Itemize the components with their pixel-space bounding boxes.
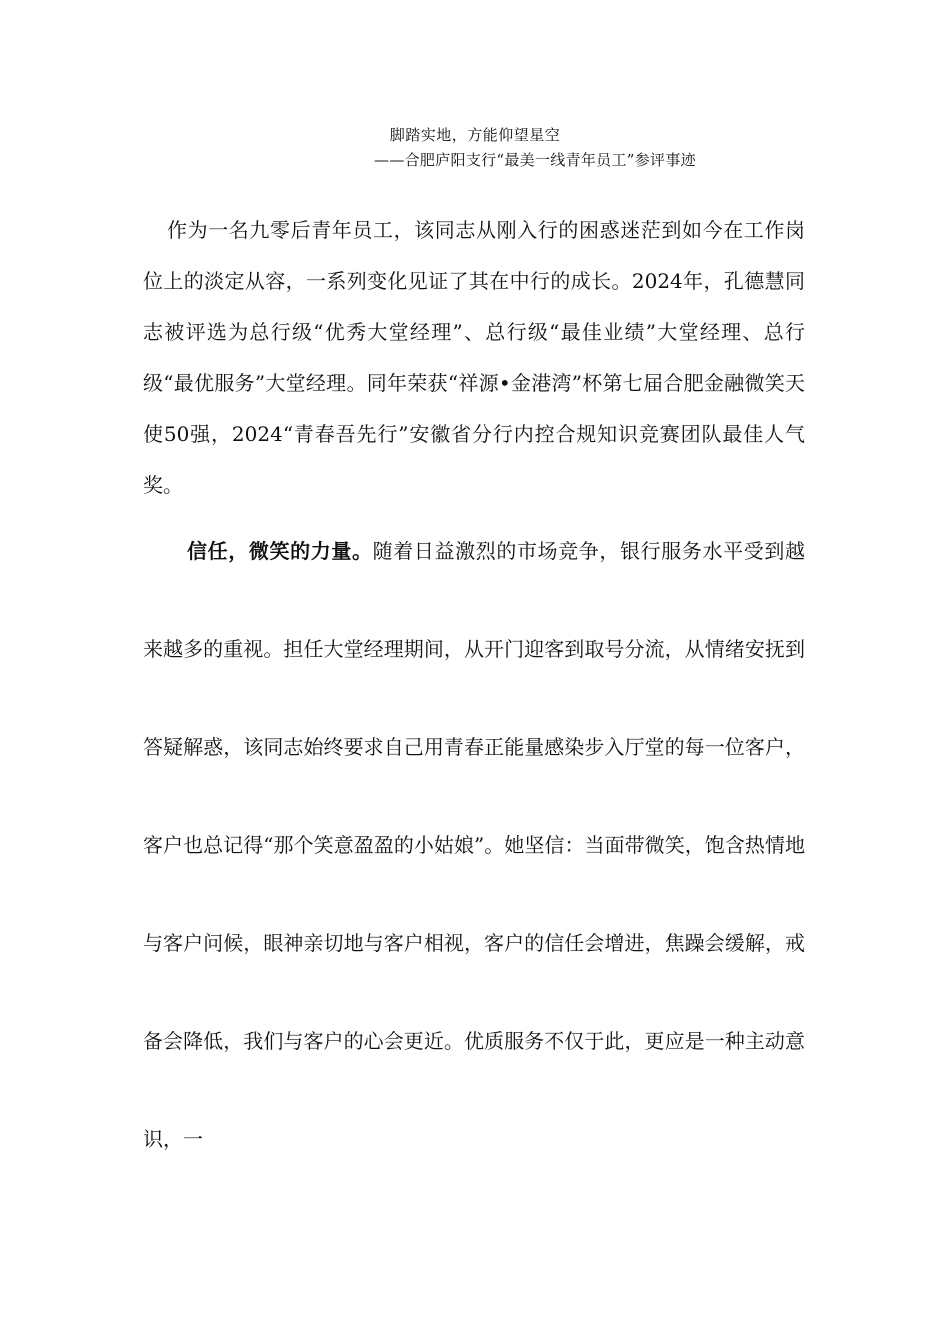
paragraph-body-text: 随着日益激烈的市场竞争，银行服务水平受到越来越多的重视。担任大堂经理期间，从开门迎客到取号分流，从情绪安抚到答疑解惑，该同志始终要求自己用青春正能量感染步入厅堂的每一位客户，客户也总记得“那个笑意盈盈的小姑娘”。她坚信：当面带微笑，饱含热情地与客户问候，眼神亲切地与客户相视，客户的信任会增进，焦躁会缓解，戒备会降低，我们与客户的心会更近。优质服务不仅于此，更应是一种主动意识，一 [143,539,806,1151]
paragraph-lead-heading: 信任，微笑的力量。 [187,539,373,563]
document-title: 脚踏实地，方能仰望星空 [389,126,561,144]
paragraph-trust-smile [143,502,805,1188]
document-subtitle: ——合肥庐阳支行“最美一线青年员工”参评事迹 [374,151,696,169]
paragraph-achievements: 作为一名九零后青年员工，该同志从刚入行的困惑迷茫到如今在工作岗位上的淡定从容，一系列变化见证了其在中行的成长。2024年，孔德慧同志被评选为总行级“优秀大堂经理”、总行级“最佳业绩”大堂经理、总行级“最优服务”大堂经理。同年荣获“祥源•金港湾”杯第七届合肥金融微笑天使50强，2024“青春吾先行”安徽省分行内控合规知识竞赛团队最佳人气奖。 [143,218,805,497]
